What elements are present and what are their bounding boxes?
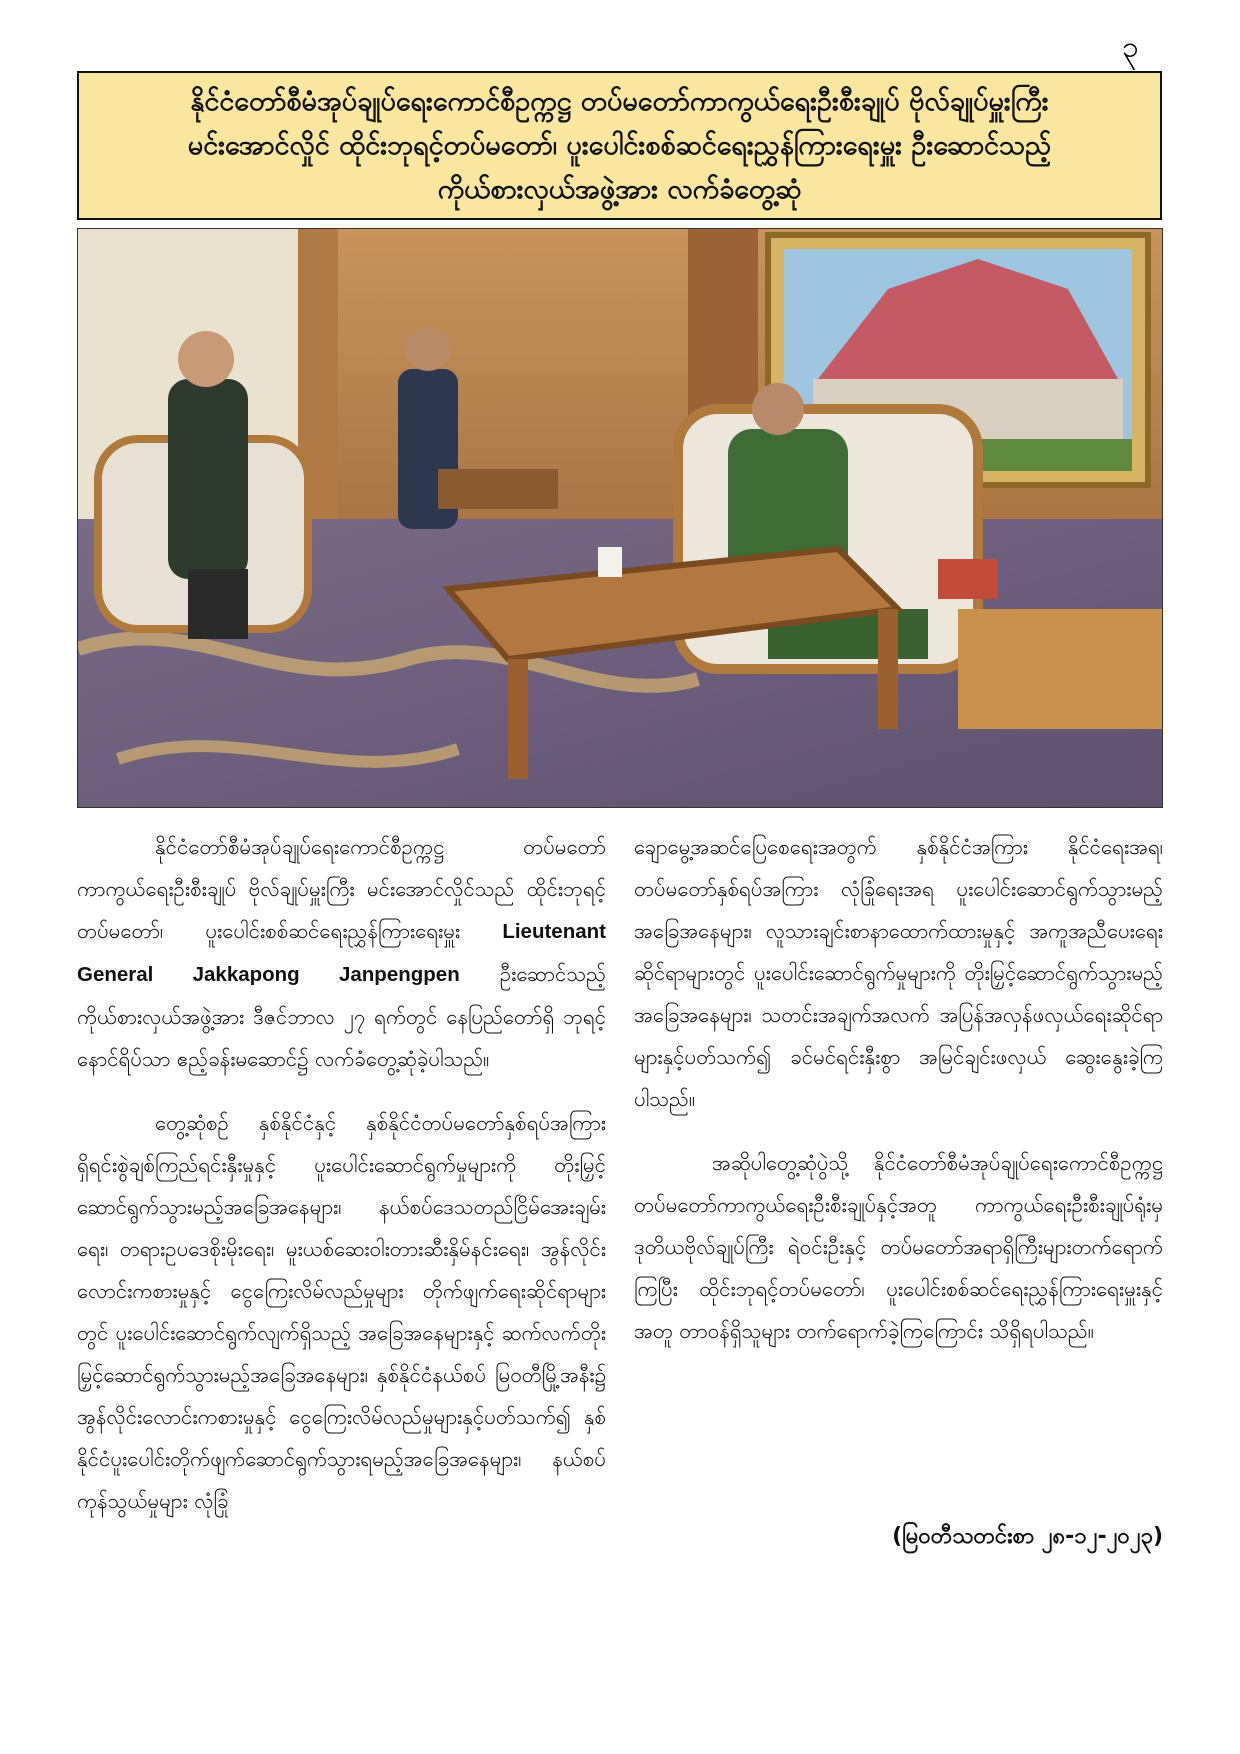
page-number: ၃: [1122, 30, 1139, 65]
article-paragraph-1-text-a: နိုင်ငံတော်စီမံအုပ်ချုပ်ရေးကောင်စီဥက္ကဋ္ဌ တပ်မတော်ကာကွယ်ရေးဦးစီးချုပ် ဗိုလ်ချုပ်မှူးကြီး မင်းအောင်လှိုင်သည် ထိုင်းဘုရင့်တပ်မတော်၊ ပူးပေါင်းစစ်ဆင်ရေးညွှန်ကြားရေးမှူး: [77, 835, 606, 943]
meeting-photo-illustration: [78, 229, 1162, 807]
headline-line-1: နိုင်ငံတော်စီမံအုပ်ချုပ်ရေးကောင်စီဥက္ကဋ္ဌ တပ်မတော်ကာကွယ်ရေးဦးစီးချုပ် ဗိုလ်ချုပ်မှူးကြီး: [190, 85, 1049, 117]
meeting-photo: [77, 228, 1163, 808]
headline-line-2: မင်းအောင်လှိုင် ထိုင်းဘုရင့်တပ်မတော်၊ ပူးပေါင်းစစ်ဆင်ရေးညွှန်ကြားရေးမှူး ဦးဆောင်သည့်: [187, 129, 1052, 161]
article-paragraph-1: [77, 826, 606, 1080]
headline-line-3: ကိုယ်စားလှယ်အဖွဲ့အား လက်ခံတွေ့ဆုံ: [437, 173, 802, 205]
article-paragraph-2-continued: ချောမွေ့အဆင်ပြေစေရေးအတွက် နှစ်နိုင်ငံအကြား နိုင်ငံရေးအရ၊ တပ်မတော်နှစ်ရပ်အကြား လုံခြုံရေးအရ ပူးပေါင်းဆောင်ရွက်သွားမည့်အခြေအနေများ၊ လူသားချင်းစာနာထောက်ထားမှုနှင့် အကူအညီပေးရေးဆိုင်ရာများတွင် ပူးပေါင်းဆောင်ရွက်မှုများကို တိုးမြှင့်ဆောင်ရွက်သွားမည့် အခြေအနေများ၊ သတင်းအချက်အလက် အပြန်အလှန်ဖလှယ်ရေးဆိုင်ရာများနှင့်ပတ်သက်၍ ခင်မင်ရင်းနှီးစွာ အမြင်ချင်းဖလှယ် ဆွေးနွေးခဲ့ကြပါသည်။: [634, 835, 1163, 1111]
headline-box: [77, 71, 1162, 220]
delegation-leader-name: Lieutenant General Jakkapong Janpengpen: [77, 920, 606, 986]
article-column-right: [634, 826, 1163, 1374]
article-paragraph-2: တွေ့ဆုံစဉ် နှစ်နိုင်ငံနှင့် နှစ်နိုင်ငံတပ်မတော်နှစ်ရပ်အကြား ရှိရင်းစွဲချစ်ကြည်ရင်းနှီးမှုနှင့် ပူးပေါင်းဆောင်ရွက်မှုများကို တိုးမြှင့်ဆောင်ရွက်သွားမည့်အခြေအနေများ၊ နယ်စပ်ဒေသတည်ငြိမ်အေးချမ်းရေး၊ တရားဥပဒေစိုးမိုးရေး၊ မူးယစ်ဆေးဝါးတားဆီးနှိမ်နင်းရေး၊ အွန်လိုင်းလောင်းကစားမှုနှင့် ငွေကြေးလိမ်လည်မှုများ တိုက်ဖျက်ရေးဆိုင်ရာများတွင် ပူးပေါင်းဆောင်ရွက်လျက်ရှိသည့် အခြေအနေများနှင့် ဆက်လက်တိုးမြှင့်ဆောင်ရွက်သွားမည့်အခြေအနေများ၊ နှစ်နိုင်ငံနယ်စပ် မြဝတီမြို့အနီး၌ အွန်လိုင်းလောင်းကစားမှုနှင့် ငွေကြေးလိမ်လည်မှုများနှင့်ပတ်သက်၍ နှစ်နိုင်ငံပူးပေါင်းတိုက်ဖျက်ဆောင်ရွက်သွားရမည့်အခြေအနေများ၊ နယ်စပ်ကုန်သွယ်မှုများ လုံခြုံ: [77, 1111, 606, 1513]
article-column-left: [77, 826, 606, 1544]
article-paragraph-1-text-b: ဦးဆောင်သည့် ကိုယ်စားလှယ်အဖွဲ့အား ဒီဇင်ဘာလ ၂၇ ရက်တွင် နေပြည်တော်ရှိ ဘုရင့်နောင်ရိပ်သာ ဧည့်ခန်းမဆောင်၌ လက်ခံတွေ့ဆုံခဲ့ပါသည်။: [77, 962, 606, 1071]
article-paragraph-3: အဆိုပါတွေ့ဆုံပွဲသို့ နိုင်ငံတော်စီမံအုပ်ချုပ်ရေးကောင်စီဥက္ကဋ္ဌ တပ်မတော်ကာကွယ်ရေးဦးစီးချုပ်နှင့်အတူ ကာကွယ်ရေးဦးစီးချုပ်ရုံးမှ ဒုတိယဗိုလ်ချုပ်ကြီး ရဲဝင်းဦးနှင့် တပ်မတော်အရာရှိကြီးများတက်ရောက်ကြပြီး ထိုင်းဘုရင့်တပ်မတော်၊ ပူးပေါင်းစစ်ဆင်ရေးညွှန်ကြားရေးမှူးနှင့်အတူ တာဝန်ရှိသူများ တက်ရောက်ခဲ့ကြကြောင်း သိရှိရပါသည်။: [634, 1151, 1163, 1343]
news-source-credit: (မြဝတီသတင်းစာ ၂၈-၁၂-၂၀၂၃): [892, 1524, 1163, 1549]
